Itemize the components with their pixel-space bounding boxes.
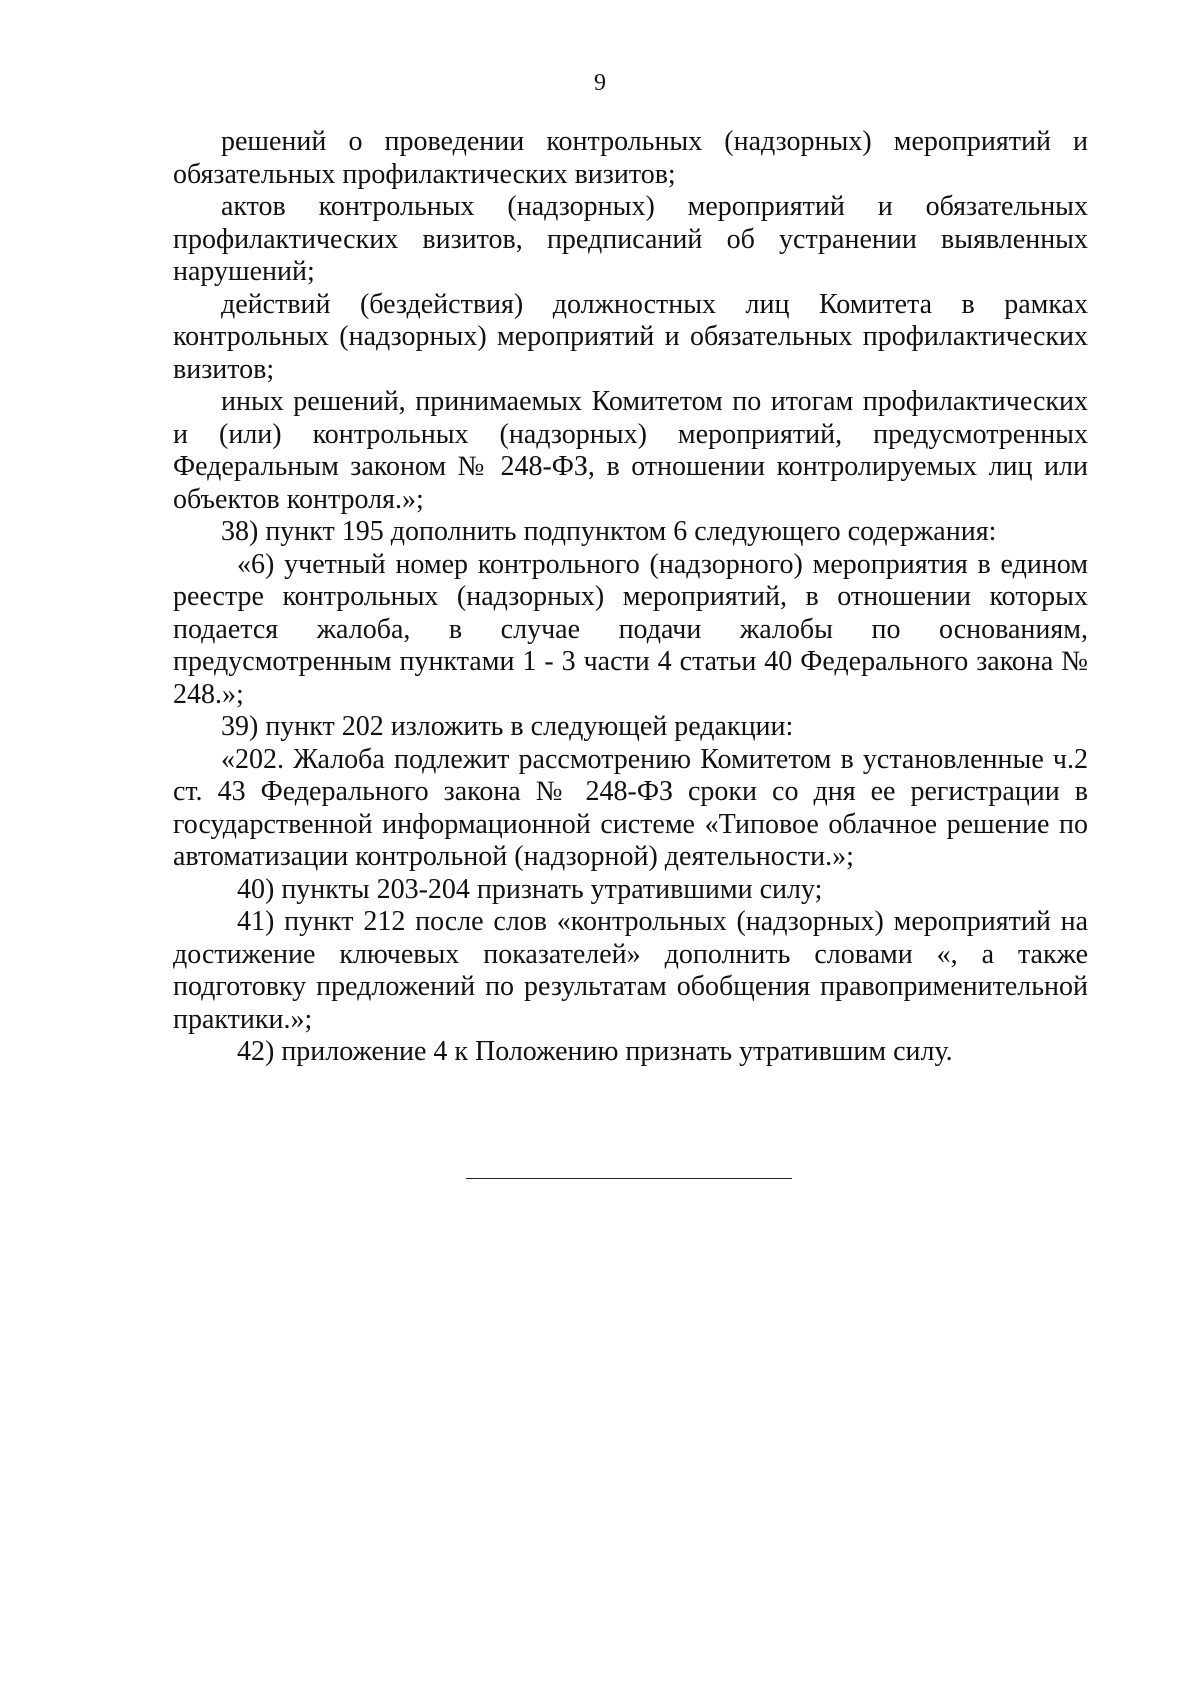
paragraph-clause-202: «202. Жалоба подлежит рассмотрению Комитетом в установленные ч.2 ст. 43 Федерального закона № 248-ФЗ сроки со дня ее регистрации в государственной информационной системе «Типовое облачное решение по автоматизации контрольной (надзорной) деятельности.»;: [173, 743, 1088, 872]
paragraph-item-40: 40) пункты 203-204 признать утратившими силу;: [237, 873, 823, 905]
closing-divider: [466, 1178, 792, 1179]
paragraph-other-decisions: иных решений, принимаемых Комитетом по итогам профилактических и (или) контрольных (надзорных) мероприятий, предусмотренных Федеральным законом № 248-ФЗ, в отношении контролируемых лиц или объектов контроля.»;: [173, 386, 1088, 515]
paragraph-actions: действий (бездействия) должностных лиц Комитета в рамках контрольных (надзорных) мероприятий и обязательных профилактических визитов;: [173, 288, 1088, 385]
paragraph-decisions: решений о проведении контрольных (надзорных) мероприятий и обязательных профилактических визитов;: [173, 126, 1088, 190]
paragraph-acts: актов контрольных (надзорных) мероприятий и обязательных профилактических визитов, предписаний об устранении выявленных нарушений;: [173, 191, 1088, 287]
paragraph-item-42: 42) приложение 4 к Положению признать утратившим силу.: [237, 1036, 953, 1067]
page-number: 9: [594, 70, 606, 96]
document-body: [173, 126, 1088, 1069]
paragraph-item-39: 39) пункт 202 изложить в следующей редакции:: [221, 711, 794, 742]
paragraph-subitem-6: «6) учетный номер контрольного (надзорного) мероприятия в едином реестре контрольных (надзорных) мероприятий, в отношении которых подается жалоба, в случае подачи жалобы по основаниям, предусмотренным пунктами 1 - 3 части 4 статьи 40 Федерального закона № 248.»;: [173, 548, 1088, 710]
paragraph-item-41: 41) пункт 212 после слов «контрольных (надзорных) мероприятий на достижение ключевых показателей» дополнить словами «, а также подготовку предложений по результатам обобщения правоприменительной практики.»;: [173, 906, 1088, 1035]
paragraph-item-38: 38) пункт 195 дополнить подпунктом 6 следующего содержания:: [221, 516, 997, 547]
